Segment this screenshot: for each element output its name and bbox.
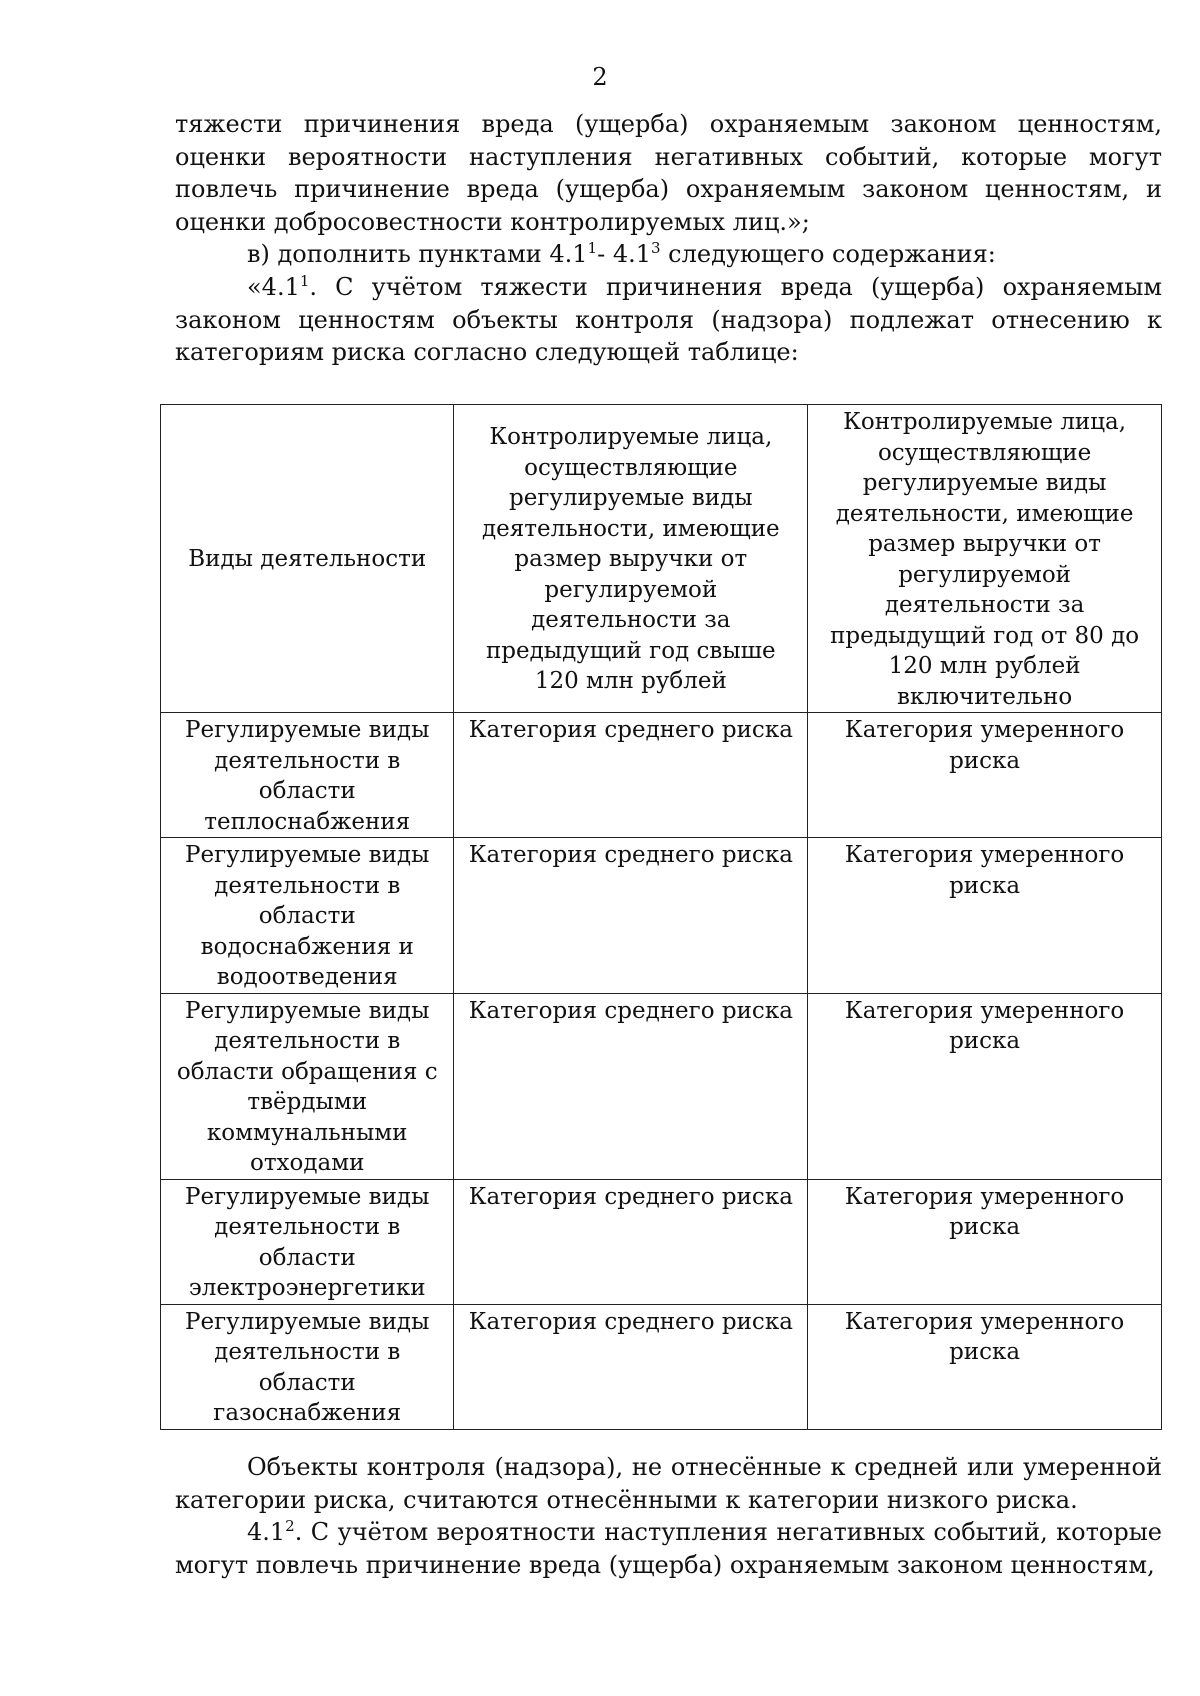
table-header-row — [161, 405, 1162, 713]
activity-cell: Регулируемые виды деятельности в области газоснабжения — [161, 1304, 454, 1429]
risk-category-table — [160, 404, 1162, 1430]
activity-cell: Регулируемые виды деятельности в области обращения с твёрдыми коммунальными отходами — [161, 993, 454, 1179]
intro-paragraph: тяжести причинения вреда (ущерба) охраняемым законом ценностям, оценки вероятности наступления негативных событий, которые могут повлечь причинение вреда (ущерба) охраняемым законом ценностям, и оценки добросовестности контролируемых лиц.»; — [175, 110, 1162, 236]
amendment-paragraph: в) дополнить пунктами $4.1^1-$ $4.1^3$ следующего содержания: — [247, 239, 996, 268]
activity-cell: Регулируемые виды деятельности в области водоснабжения и водоотведения — [161, 838, 454, 994]
risk-cell: Категория среднего риска — [454, 1179, 808, 1304]
risk-cell: Категория среднего риска — [454, 713, 808, 838]
header-revenue-80-120: Контролируемые лица, осуществляющие регулируемые виды деятельности, имеющие размер выручки от регулируемой деятельности за предыдущий год от 80 до 120 млн рублей включительно — [808, 405, 1162, 713]
risk-cell: Категория среднего риска — [454, 1304, 808, 1429]
risk-cell: Категория среднего риска — [454, 838, 808, 994]
activity-cell: Регулируемые виды деятельности в области теплоснабжения — [161, 713, 454, 838]
risk-cell: Категория умеренного риска — [808, 1179, 1162, 1304]
risk-cell: Категория среднего риска — [454, 993, 808, 1179]
table-row — [161, 993, 1162, 1179]
risk-cell: Категория умеренного риска — [808, 1304, 1162, 1429]
activity-cell: Регулируемые виды деятельности в области электроэнергетики — [161, 1179, 454, 1304]
risk-cell: Категория умеренного риска — [808, 993, 1162, 1179]
table-row — [161, 713, 1162, 838]
clause-4-1-1-paragraph: «$4.1^1$. С учётом тяжести причинения вреда (ущерба) охраняемым законом ценностям объекты контроля (надзора) подлежат отнесению к категориям риска согласно следующей таблице: — [175, 272, 1162, 366]
table-row — [161, 838, 1162, 994]
header-activity-types: Виды деятельности — [161, 405, 454, 713]
clause-4-1-2-paragraph: $4.1^2$. С учётом вероятности наступления негативных событий, которые могут повлечь причинение вреда (ущерба) охраняемым законом ценностям, — [175, 1517, 1162, 1579]
page-number: 2 — [592, 63, 608, 91]
risk-cell: Категория умеренного риска — [808, 713, 1162, 838]
low-risk-paragraph: Объекты контроля (надзора), не отнесённые к средней или умеренной категории риска, считаются отнесёнными к категории низкого риска. — [175, 1453, 1162, 1514]
risk-cell: Категория умеренного риска — [808, 838, 1162, 994]
header-revenue-over-120: Контролируемые лица, осуществляющие регулируемые виды деятельности, имеющие размер выручки от регулируемой деятельности за предыдущий год свыше 120 млн рублей — [454, 405, 808, 713]
table-row — [161, 1304, 1162, 1429]
table-row — [161, 1179, 1162, 1304]
